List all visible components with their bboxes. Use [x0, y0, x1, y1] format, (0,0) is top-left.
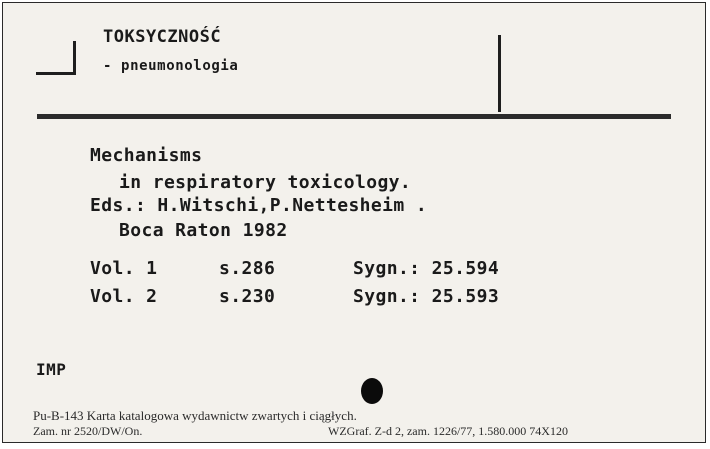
- book-imprint: Boca Raton 1982: [119, 220, 288, 241]
- catalog-card: [2, 2, 706, 443]
- book-editors: Eds.: H.Witschi,P.Nettesheim .: [90, 195, 428, 216]
- subject-subheading: - pneumonologia: [103, 58, 239, 74]
- header-divider-line: [498, 35, 501, 112]
- volume-signature: Sygn.: 25.594: [353, 258, 500, 279]
- footer-print-line1: Pu-B-143 Karta katalogowa wydawnictw zwartych i ciągłych.: [33, 408, 357, 423]
- volume-label: Vol. 2: [90, 286, 158, 307]
- book-title-line1: Mechanisms: [90, 145, 203, 166]
- volume-pages: s.230: [219, 286, 276, 307]
- subject-heading: TOKSYCZNOŚĆ: [103, 27, 222, 47]
- header-rule: [37, 114, 671, 119]
- volume-label: Vol. 1: [90, 258, 158, 279]
- punch-hole: [361, 378, 383, 404]
- corner-mark-vertical: [73, 41, 76, 75]
- footer-printer-info: WZGraf. Z-d 2, zam. 1226/77, 1.580.000 74X120: [328, 424, 568, 438]
- corner-mark-horizontal: [36, 72, 76, 75]
- footer-order-number: Zam. nr 2520/DW/On.: [33, 424, 143, 438]
- book-title-line2: in respiratory toxicology.: [119, 172, 412, 193]
- import-marker: IMP: [36, 360, 67, 379]
- volume-pages: s.286: [219, 258, 276, 279]
- volume-signature: Sygn.: 25.593: [353, 286, 500, 307]
